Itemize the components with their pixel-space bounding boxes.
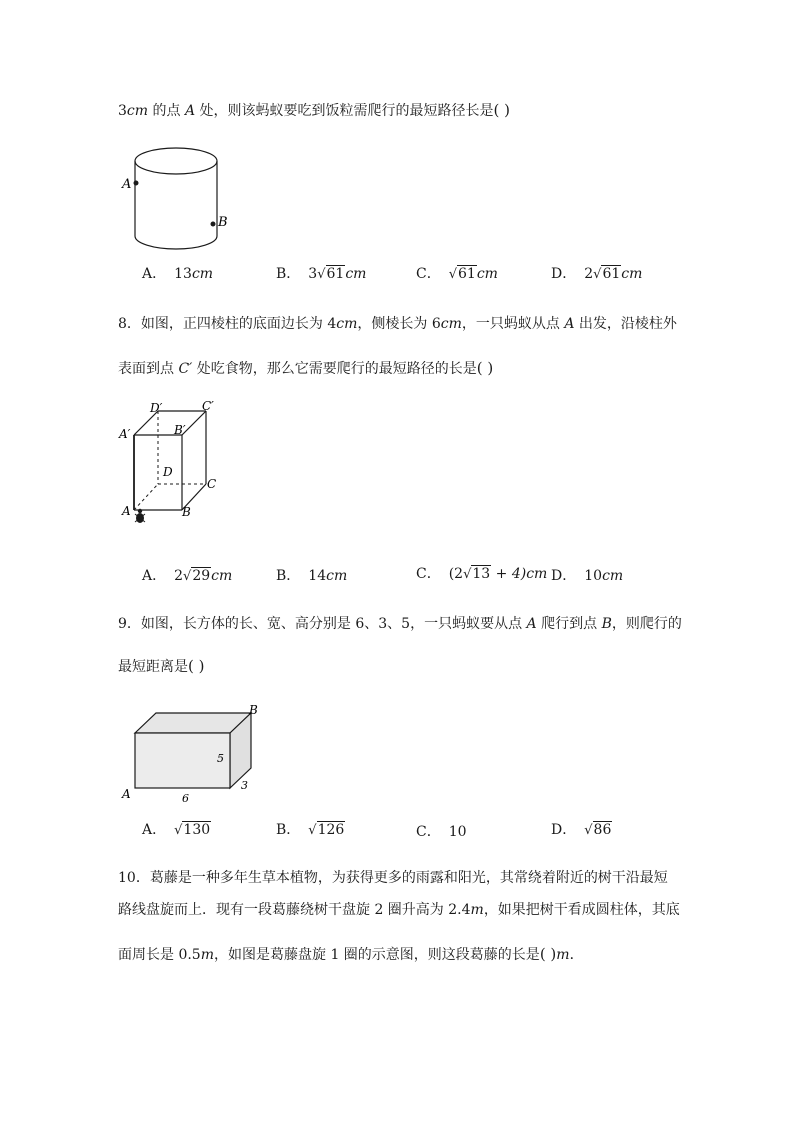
option-letter: A．	[142, 822, 167, 838]
q8-label-a: A	[122, 504, 131, 518]
q9-text-c: ，则爬行的	[611, 616, 682, 632]
q8-label-b: B	[182, 505, 191, 519]
q10-answer-blank: ( )	[539, 945, 557, 963]
q9-point: B	[601, 616, 612, 632]
q7-option-a[interactable]	[142, 264, 213, 284]
q9-label-a: A	[122, 787, 131, 801]
q8-answer-blank: ( )	[476, 359, 494, 377]
q8-label-ap: A′	[119, 427, 131, 441]
q8-unit: cm	[440, 316, 462, 332]
q9-option-c[interactable]	[416, 822, 467, 842]
option-unit: cm	[345, 266, 367, 282]
q7-label-b: B	[218, 215, 228, 230]
q7-option-d[interactable]	[551, 264, 642, 285]
radicand: 126	[317, 822, 345, 838]
ant-icon	[135, 509, 145, 523]
option-letter: A．	[142, 266, 167, 282]
q9-option-d[interactable]	[551, 820, 612, 841]
option-letter: C．	[416, 566, 441, 582]
option-letter: B．	[276, 568, 301, 584]
q10-text-b: 路线盘旋而上．现有一段葛藤绕树干盘旋 2 圈升高为	[118, 902, 449, 918]
option-letter: D．	[551, 568, 577, 584]
q9-label-length: 6	[182, 792, 189, 805]
option-letter: D．	[551, 822, 577, 838]
q10-unit: m	[470, 902, 484, 918]
option-unit: cm	[211, 568, 233, 584]
q8-label-d: D	[163, 465, 173, 479]
radicand: 61	[458, 266, 476, 282]
radicand: 29	[192, 568, 211, 584]
q7-label-a: A	[122, 177, 132, 192]
option-letter: A．	[142, 568, 167, 584]
q8-point: C′	[178, 361, 193, 377]
q8-label-cp: C′	[202, 399, 214, 413]
radicand: 61	[602, 266, 621, 282]
q9-box-figure	[118, 700, 268, 810]
q9-answer-blank: ( )	[188, 657, 205, 675]
q7-cylinder-figure	[118, 140, 238, 260]
radicand: 13	[472, 566, 491, 582]
q8-text-c: ，一只蚂蚁从点	[461, 316, 565, 332]
q10-line-3	[118, 944, 584, 965]
option-value: 13	[174, 266, 192, 282]
q9-label-height: 5	[217, 752, 224, 765]
option-coef: 2	[584, 266, 594, 282]
option-letter: C．	[416, 824, 441, 840]
q8-label-bp: B′	[174, 423, 186, 437]
q8-number: 4	[327, 316, 337, 332]
q8-label-dp: D′	[150, 401, 163, 415]
q10-unit: m	[200, 947, 214, 963]
q9-line-1	[118, 614, 682, 634]
q9-option-a[interactable]	[142, 820, 211, 841]
q10-number: 2.4	[448, 902, 471, 918]
sqrt-sign: √13	[463, 566, 491, 582]
sqrt-sign: √29	[183, 568, 211, 584]
q9-text-a: 9．如图，长方体的长、宽、高分别是 6、3、5，一只蚂蚁要从点	[118, 616, 527, 632]
option-letter: B．	[276, 822, 301, 838]
q10-text-c: ，如果把树干看成圆柱体，其底	[483, 902, 680, 918]
q7-text-a: 的点	[148, 103, 185, 119]
q8-text-f: 处吃食物，那么它需要爬行的最短路径的长是	[192, 361, 477, 377]
sqrt-sign: √61	[593, 266, 621, 282]
q8-option-b[interactable]	[276, 566, 347, 586]
q8-text-a: 8．如图，正四棱柱的底面边长为	[118, 316, 328, 332]
option-value: 10	[448, 824, 467, 840]
option-unit: cm	[621, 266, 643, 282]
option-unit: cm	[476, 266, 498, 282]
q9-text-b: 爬行到点	[536, 616, 602, 632]
radicand: 86	[593, 822, 612, 838]
q8-option-d[interactable]	[551, 566, 623, 586]
q9-line-2	[118, 656, 204, 677]
q7-unit: cm	[126, 103, 149, 119]
q8-number: 6	[431, 316, 441, 332]
q8-option-a[interactable]	[142, 566, 232, 587]
option-unit: cm	[602, 568, 624, 584]
sqrt-sign: √61	[448, 266, 476, 282]
q7-option-c[interactable]	[416, 264, 498, 285]
q8-text-d: 出发，沿棱柱外	[574, 316, 677, 332]
option-coef: 3	[308, 266, 318, 282]
q9-text-d: 最短距离是	[118, 659, 188, 675]
q8-prism-figure	[118, 398, 228, 530]
q9-option-b[interactable]	[276, 820, 345, 841]
option-value: 10	[584, 568, 603, 584]
option-coef: (2	[448, 566, 464, 582]
q10-line-1	[118, 868, 668, 888]
option-letter: D．	[551, 266, 577, 282]
q8-point: A	[564, 316, 575, 332]
q10-text-e: ，如图是葛藤盘旋 1 圈的示意图，则这段葛藤的长是	[214, 947, 540, 963]
option-letter: B．	[276, 266, 301, 282]
q7-number: 3	[118, 103, 127, 119]
q8-line-1	[118, 314, 677, 334]
option-unit: + 4)cm	[491, 566, 548, 582]
q10-number: 0.5	[178, 947, 201, 963]
q10-line-2	[118, 900, 680, 920]
option-letter: C．	[416, 266, 441, 282]
option-unit: cm	[326, 568, 348, 584]
option-value: 14	[308, 568, 327, 584]
q7-text-b: 处，则该蚂蚁要吃到饭粒需爬行的最短路径长是	[195, 103, 494, 119]
q10-text-f: ．	[569, 947, 584, 963]
radicand: 61	[326, 266, 345, 282]
q7-point: A	[184, 103, 196, 119]
option-unit: cm	[191, 266, 214, 282]
radicand: 130	[183, 822, 211, 838]
q8-text-e: 表面到点	[118, 361, 179, 377]
q8-option-c[interactable]	[416, 564, 547, 585]
sqrt-sign: √86	[584, 822, 612, 838]
sqrt-sign: √130	[174, 822, 211, 838]
q10-text-d: 面周长是	[118, 947, 179, 963]
q8-line-2	[118, 358, 493, 379]
sqrt-sign: √61	[317, 266, 345, 282]
q9-label-b: B	[249, 703, 258, 717]
q8-unit: cm	[336, 316, 358, 332]
q8-text-b: ，侧棱长为	[357, 316, 432, 332]
q9-point: A	[526, 616, 537, 632]
q8-label-c: C	[207, 477, 217, 491]
option-coef: 2	[174, 568, 184, 584]
q9-label-width: 3	[241, 779, 248, 792]
q7-line-1	[118, 100, 510, 121]
q10-unit: m	[556, 947, 570, 963]
q10-text-a: 10．葛藤是一种多年生草本植物，为获得更多的雨露和阳光，其常绕着附近的树干沿最短	[118, 870, 668, 886]
q7-answer-blank: ( )	[493, 101, 511, 119]
q7-option-b[interactable]	[276, 264, 366, 285]
sqrt-sign: √126	[308, 822, 345, 838]
